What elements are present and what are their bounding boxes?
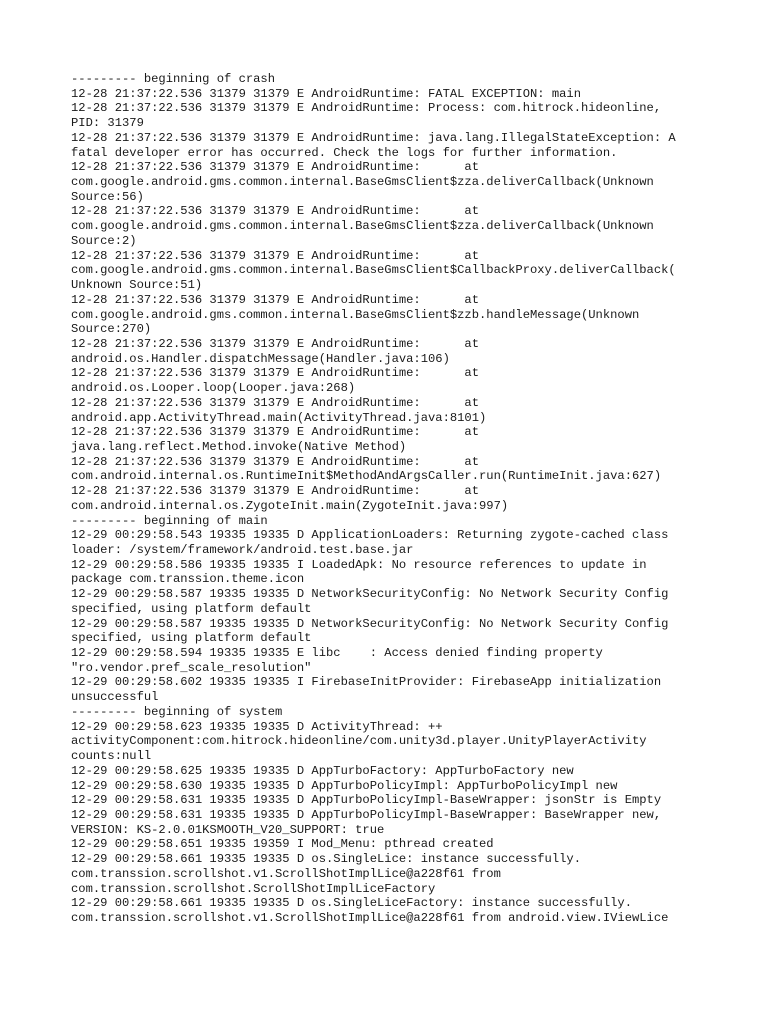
log-line: 12-28 21:37:22.536 31379 31379 E AndroidRuntime: at: [71, 292, 479, 307]
log-line: com.transsion.scrollshot.v1.ScrollShotImplLice@a228f61 from android.view.IViewLice: [71, 910, 669, 925]
log-line: Source:270): [71, 322, 152, 337]
log-line: 12-29 00:29:58.630 19335 19335 D AppTurboPolicyImpl: AppTurboPolicyImpl new: [71, 778, 618, 793]
log-line: com.transsion.scrollshot.v1.ScrollShotImplLice@a228f61 from: [71, 866, 501, 881]
log-line: unsuccessful: [71, 690, 159, 705]
log-line: 12-28 21:37:22.536 31379 31379 E AndroidRuntime: at: [71, 395, 479, 410]
log-line: 12-29 00:29:58.661 19335 19335 D os.SingleLice: instance successfully.: [71, 852, 581, 867]
log-line: 12-28 21:37:22.536 31379 31379 E AndroidRuntime: at: [71, 425, 479, 440]
log-line: --------- beginning of system: [71, 704, 283, 719]
log-line: com.android.internal.os.RuntimeInit$MethodAndArgsCaller.run(RuntimeInit.java:627): [71, 469, 662, 484]
log-line: 12-28 21:37:22.536 31379 31379 E AndroidRuntime: at: [71, 248, 479, 263]
log-line: 12-28 21:37:22.536 31379 31379 E AndroidRuntime: java.lang.IllegalStateException: A: [71, 130, 676, 145]
log-line: 12-29 00:29:58.587 19335 19335 D NetworkSecurityConfig: No Network Security Config: [71, 616, 669, 631]
log-line: android.app.ActivityThread.main(ActivityThread.java:8101): [71, 410, 487, 425]
log-line: Unknown Source:51): [71, 278, 203, 293]
log-line: com.google.android.gms.common.internal.BaseGmsClient$zza.deliverCallback(Unknown: [71, 175, 654, 190]
log-line: com.transsion.scrollshot.ScrollShotImplLiceFactory: [71, 881, 436, 896]
log-line: VERSION: KS-2.0.01KSMOOTH_V20_SUPPORT: true: [71, 822, 385, 837]
log-line: Source:56): [71, 189, 144, 204]
log-line: 12-28 21:37:22.536 31379 31379 E AndroidRuntime: at: [71, 160, 479, 175]
log-line: fatal developer error has occurred. Check the logs for further information.: [71, 145, 618, 160]
log-line: 12-29 00:29:58.625 19335 19335 D AppTurboFactory: AppTurboFactory new: [71, 763, 574, 778]
log-line: counts:null: [71, 749, 152, 764]
log-line: "ro.vendor.pref_scale_resolution": [71, 660, 312, 675]
log-line: 12-29 00:29:58.586 19335 19335 I LoadedApk: No resource references to update in: [71, 557, 647, 572]
log-line: 12-29 00:29:58.623 19335 19335 D ActivityThread: ++: [71, 719, 443, 734]
log-line: com.google.android.gms.common.internal.BaseGmsClient$CallbackProxy.deliverCallback(: [71, 263, 676, 278]
log-line: 12-28 21:37:22.536 31379 31379 E AndroidRuntime: at: [71, 454, 479, 469]
log-line: android.os.Handler.dispatchMessage(Handler.java:106): [71, 351, 450, 366]
log-line: Source:2): [71, 233, 137, 248]
log-line: loader: /system/framework/android.test.base.jar: [71, 543, 414, 557]
log-line: 12-28 21:37:22.536 31379 31379 E AndroidRuntime: at: [71, 204, 479, 219]
log-line: 12-29 00:29:58.587 19335 19335 D NetworkSecurityConfig: No Network Security Config: [71, 587, 669, 602]
log-line: --------- beginning of main: [71, 513, 268, 528]
log-line: 12-29 00:29:58.631 19335 19335 D AppTurboPolicyImpl-BaseWrapper: jsonStr is Empty: [71, 793, 662, 808]
log-line: 12-29 00:29:58.594 19335 19335 E libc : Access denied finding property: [71, 646, 603, 661]
log-line: java.lang.reflect.Method.invoke(Native Method): [71, 439, 407, 454]
log-line: specified, using platform default: [71, 631, 312, 646]
log-line: 12-29 00:29:58.631 19335 19335 D AppTurboPolicyImpl-BaseWrapper: BaseWrapper new,: [71, 807, 662, 822]
log-line: --------- beginning of crash: [71, 72, 275, 86]
log-line: com.android.internal.os.ZygoteInit.main(ZygoteInit.java:997): [71, 498, 509, 513]
log-line: 12-29 00:29:58.661 19335 19335 D os.SingleLiceFactory: instance successfully.: [71, 896, 632, 911]
log-line: package com.transsion.theme.icon: [71, 572, 305, 587]
log-line: 12-28 21:37:22.536 31379 31379 E AndroidRuntime: FATAL EXCEPTION: main: [71, 86, 581, 101]
log-line: 12-28 21:37:22.536 31379 31379 E AndroidRuntime: Process: com.hitrock.hideonline,: [71, 101, 662, 116]
log-line: 12-28 21:37:22.536 31379 31379 E AndroidRuntime: at: [71, 366, 479, 381]
log-line: 12-28 21:37:22.536 31379 31379 E AndroidRuntime: at: [71, 336, 479, 351]
log-line: 12-29 00:29:58.543 19335 19335 D ApplicationLoaders: Returning zygote-cached class: [71, 528, 669, 543]
log-line: 12-29 00:29:58.602 19335 19335 I FirebaseInitProvider: FirebaseApp initialization: [71, 675, 662, 690]
log-line: PID: 31379: [71, 116, 144, 131]
log-line: android.os.Looper.loop(Looper.java:268): [71, 381, 356, 396]
log-line: com.google.android.gms.common.internal.BaseGmsClient$zzb.handleMessage(Unknown: [71, 307, 640, 322]
log-line: 12-28 21:37:22.536 31379 31379 E AndroidRuntime: at: [71, 484, 479, 499]
log-line: specified, using platform default: [71, 601, 312, 616]
log-text-block: [71, 72, 711, 926]
log-line: activityComponent:com.hitrock.hideonline/com.unity3d.player.UnityPlayerActivity: [71, 734, 647, 749]
log-line: 12-29 00:29:58.651 19335 19359 I Mod_Menu: pthread created: [71, 837, 494, 852]
log-line: com.google.android.gms.common.internal.BaseGmsClient$zza.deliverCallback(Unknown: [71, 219, 654, 234]
